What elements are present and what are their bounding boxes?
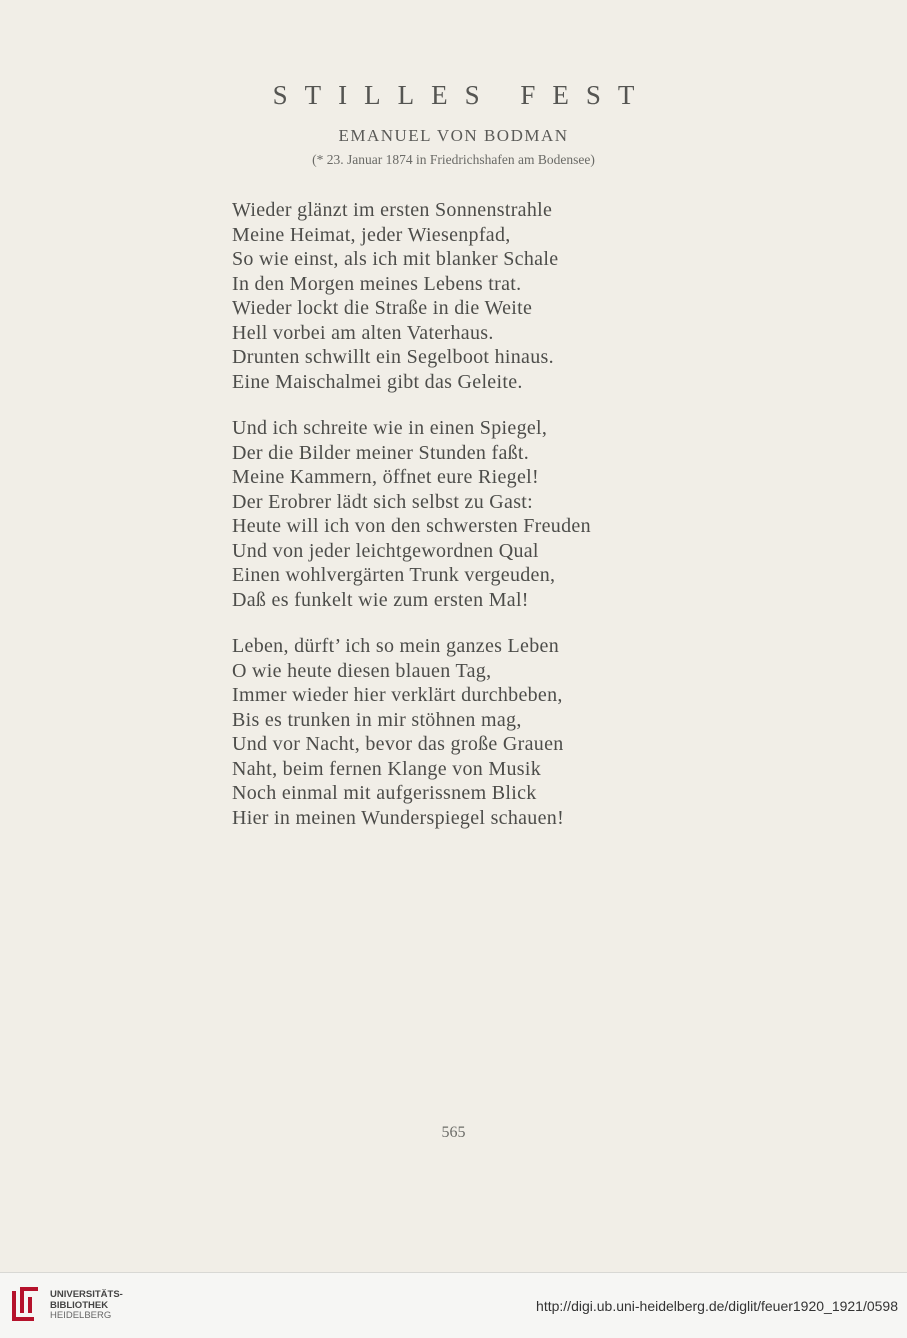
poem-line: So wie einst, als ich mit blanker Schale <box>232 248 559 270</box>
poem-title: STILLES FEST <box>272 80 652 110</box>
viewer-footer <box>0 1272 907 1338</box>
poem-line: Wieder lockt die Straße in die Weite <box>232 297 533 319</box>
poem-line: Heute will ich von den schwersten Freuden <box>232 515 591 537</box>
logo-line-3: HEIDELBERG <box>50 1310 112 1321</box>
poem-line: Bis es trunken in mir stöhnen mag, <box>232 708 522 731</box>
poem-line: In den Morgen meines Lebens trat. <box>232 272 522 295</box>
poem-line: Meine Heimat, jeder Wiesenpfad, <box>232 223 511 246</box>
author-name: EMANUEL VON BODMAN <box>338 126 569 145</box>
permalink-url[interactable]: http://digi.ub.uni-heidelberg.de/diglit/feuer1920_1921/0598 <box>536 1298 898 1314</box>
birth-note: (* 23. Januar 1874 in Friedrichshafen am Bodensee) <box>312 152 595 167</box>
poem-body <box>232 198 672 852</box>
library-logo-icon <box>8 1285 44 1325</box>
stanza-2 <box>232 416 672 612</box>
poem-line: Und von jeder leichtgewordnen Qual <box>232 539 539 562</box>
poem-line: Immer wieder hier verklärt durchbeben, <box>232 684 563 706</box>
poem-line: Einen wohlvergärten Trunk vergeuden, <box>232 564 556 586</box>
page-number: 565 <box>441 1124 466 1141</box>
poem-line: Wieder glänzt im ersten Sonnenstrahle <box>232 199 553 221</box>
library-logo-text <box>50 1290 123 1322</box>
poem-line: Naht, beim fernen Klange von Musik <box>232 757 542 780</box>
stanza-1 <box>232 198 672 394</box>
poem-line: Der die Bilder meiner Stunden faßt. <box>232 441 530 464</box>
poem-line: Und ich schreite wie in einen Spiegel, <box>232 417 548 439</box>
logo-line-2: BIBLIOTHEK <box>50 1299 109 1311</box>
poem-line: Hier in meinen Wunderspiegel schauen! <box>232 806 565 829</box>
stanza-3 <box>232 634 672 830</box>
poem-line: Und vor Nacht, bevor das große Grauen <box>232 733 564 755</box>
poem-line: Noch einmal mit aufgerissnem Blick <box>232 782 537 804</box>
poem-line: Der Erobrer lädt sich selbst zu Gast: <box>232 490 534 513</box>
poem-line: Meine Kammern, öffnet eure Riegel! <box>232 466 539 488</box>
poem-line: O wie heute diesen blauen Tag, <box>232 659 492 682</box>
poem-line: Hell vorbei am alten Vaterhaus. <box>232 321 494 344</box>
poem-line: Leben, dürft’ ich so mein ganzes Leben <box>232 635 560 657</box>
poem-line: Drunten schwillt ein Segelboot hinaus. <box>232 346 554 368</box>
logo-line-1: UNIVERSITÄTS- <box>50 1289 123 1300</box>
poem-line: Eine Maischalmei gibt das Geleite. <box>232 370 523 393</box>
poem-line: Daß es funkelt wie zum ersten Mal! <box>232 588 529 611</box>
